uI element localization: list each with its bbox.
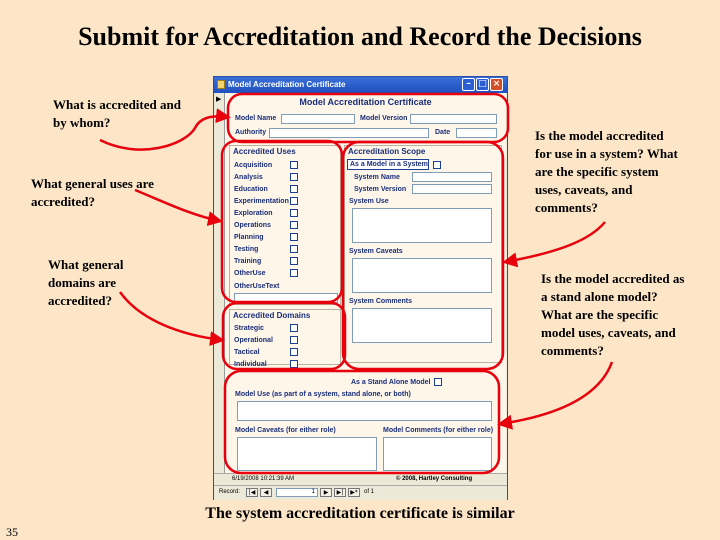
page-number: 35	[6, 525, 18, 539]
use-label: Exploration	[234, 210, 273, 217]
use-label: Planning	[234, 234, 264, 241]
last-record-icon[interactable]: ▶|	[334, 488, 346, 497]
arrow-general-domains	[120, 292, 222, 340]
slide-title: Submit for Accreditation and Record the Decisions	[78, 22, 642, 51]
domain-label: Individual	[234, 361, 267, 368]
window-title: Model Accreditation Certificate	[228, 80, 346, 89]
model-version-label: Model Version	[360, 115, 408, 122]
record-count: of 1	[364, 489, 375, 495]
system-comments-label: System Comments	[349, 298, 413, 305]
model-caveats-label: Model Caveats (for either role)	[235, 427, 336, 434]
minimize-icon[interactable]: –	[462, 78, 475, 91]
previous-record-icon[interactable]: ◀	[260, 488, 272, 497]
callout-system: Is the model accredited for use in a system? What are the specific system uses, caveats, and comments?	[535, 128, 678, 215]
use-label: Analysis	[234, 174, 263, 181]
domain-label: Operational	[234, 337, 273, 344]
domain-label: Strategic	[234, 325, 264, 332]
accredited-domains-heading: Accredited Domains	[233, 311, 311, 320]
highlight-stand-alone	[225, 371, 499, 473]
system-caveats-label: System Caveats	[349, 248, 403, 255]
as-stand-alone-label: As a Stand Alone Model	[351, 379, 431, 386]
slide-caption: The system accreditation certificate is similar	[205, 505, 515, 522]
accredited-uses-heading: Accredited Uses	[233, 147, 296, 156]
record-pointer-icon: ▶	[216, 95, 222, 103]
callout-general-uses: What general uses are accredited?	[31, 176, 154, 209]
use-label: OtherUse	[234, 270, 266, 277]
status-timestamp: 6/19/2008 10:21:39 AM	[232, 476, 295, 482]
accreditation-scope-heading: Accreditation Scope	[348, 147, 426, 156]
system-version-label: System Version	[354, 186, 407, 193]
new-record-icon[interactable]: ▶*	[348, 488, 360, 497]
use-label: Testing	[234, 246, 259, 253]
form-heading: Model Accreditation Certificate	[299, 97, 432, 107]
system-name-label: System Name	[354, 174, 400, 181]
arrow-system	[505, 222, 605, 262]
domain-label: Tactical	[234, 349, 260, 356]
highlight-scope	[343, 142, 503, 369]
callout-what-accredited: What is accredited and by whom?	[53, 97, 181, 130]
authority-label: Authority	[235, 129, 267, 136]
close-icon[interactable]: ×	[490, 78, 503, 91]
callout-stand-alone: Is the model accredited as a stand alone model? What are the specific model uses, caveats, and comments?	[541, 271, 685, 358]
system-use-label: System Use	[349, 198, 389, 205]
model-name-label: Model Name	[235, 115, 277, 122]
maximize-icon[interactable]: □	[476, 78, 489, 91]
status-copyright: © 2008, Hartley Consulting	[396, 476, 473, 482]
arrow-what-accredited	[100, 116, 228, 149]
record-label: Record:	[219, 489, 241, 495]
current-record-field[interactable]: 1	[276, 488, 318, 497]
first-record-icon[interactable]: |◀	[246, 488, 258, 497]
as-model-in-system-label: As a Model in a System	[350, 161, 428, 168]
use-label: Acquisition	[234, 162, 273, 169]
use-label: Experimentation	[234, 198, 289, 205]
use-label: Training	[234, 258, 262, 265]
date-label: Date	[435, 129, 451, 136]
highlight-domains	[223, 303, 345, 369]
highlight-header	[228, 94, 508, 142]
model-use-label: Model Use (as part of a system, stand alone, or both)	[235, 391, 411, 398]
arrow-general-uses	[135, 190, 220, 221]
arrow-stand-alone	[500, 362, 612, 424]
model-comments-label: Model Comments (for either role)	[383, 427, 494, 434]
highlight-uses	[222, 141, 342, 302]
callout-general-domains: What general domains are accredited?	[48, 257, 124, 308]
other-use-text-label: OtherUseText	[234, 283, 280, 290]
use-label: Operations	[234, 222, 271, 229]
use-label: Education	[234, 186, 268, 193]
next-record-icon[interactable]: ▶	[320, 488, 332, 497]
